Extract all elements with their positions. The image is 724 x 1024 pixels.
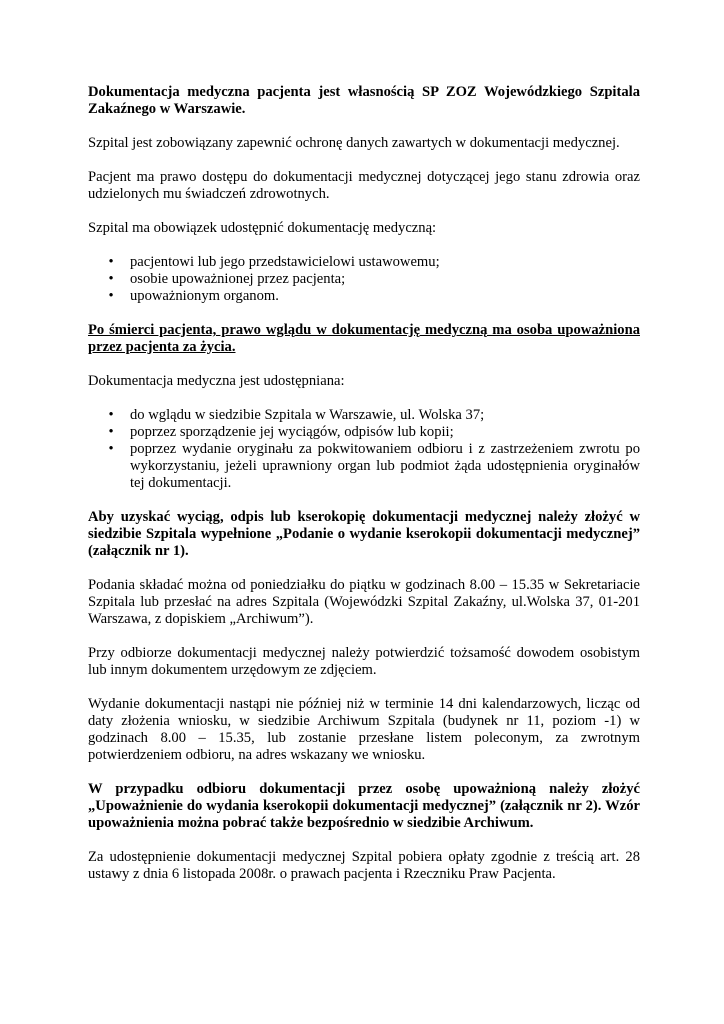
list-item	[88, 271, 640, 288]
paragraph-access: Pacjent ma prawo dostępu do dokumentacji medycznej dotyczącej jego stanu zdrowia oraz udzielonych mu świadczeń zdrowotnych.	[88, 169, 640, 202]
paragraph-after-death: Po śmierci pacjenta, prawo wglądu w dokumentację medyczną ma osoba upoważniona przez pacjenta za życia.	[88, 322, 640, 355]
list-item-text: pacjentowi lub jego przedstawicielowi ustawowemu;	[130, 254, 440, 270]
list-item	[88, 254, 640, 271]
list-item-text: poprzez wydanie oryginału za pokwitowaniem odbioru i z zastrzeżeniem zwrotu po wykorzystaniu, jeżeli uprawniony organ lub podmiot żąda udostępnienia oryginałów tej dokumentacji.	[130, 441, 640, 491]
bullet-icon: •	[108, 441, 114, 457]
bullet-icon: •	[108, 424, 114, 440]
list-item-text: osobie upoważnionej przez pacjenta;	[130, 271, 346, 287]
paragraph-identity: Przy odbiorze dokumentacji medycznej należy potwierdzić tożsamość dowodem osobistym lub innym dokumentem urzędowym ze zdjęciem.	[88, 645, 640, 678]
paragraph-authorized: W przypadku odbioru dokumentacji przez osobę upoważnioną należy złożyć „Upoważnienie do wydania kserokopii dokumentacji medycznej” (załącznik nr 2). Wzór upoważnienia można pobrać także bezpośrednio w siedzibie Archiwum.	[88, 781, 640, 831]
paragraph-obligation: Szpital ma obowiązek udostępnić dokumentację medyczną:	[88, 220, 437, 236]
list-item-text: do wglądu w siedzibie Szpitala w Warszawie, ul. Wolska 37;	[130, 407, 485, 423]
bullet-icon: •	[108, 407, 114, 423]
document-heading: Dokumentacja medyczna pacjenta jest własnością SP ZOZ Wojewódzkiego Szpitala Zakaźnego w Warszawie.	[88, 84, 640, 117]
bullet-icon: •	[108, 271, 114, 287]
paragraph-submission: Podania składać można od poniedziałku do piątku w godzinach 8.00 – 15.35 w Sekretariacie Szpitala lub przesłać na adres Szpitala (Wojewódzki Szpital Zakaźny, ul.Wolska 37, 01-201 Warszawa, z dopiskiem „Archiwum”).	[88, 577, 640, 627]
document-page	[88, 84, 640, 883]
list-item	[88, 407, 640, 424]
list-item	[88, 424, 640, 441]
list-item	[88, 288, 640, 305]
bullet-icon: •	[108, 254, 114, 270]
bullet-icon: •	[108, 288, 114, 304]
paragraph-provided: Dokumentacja medyczna jest udostępniana:	[88, 373, 345, 389]
paragraph-protection: Szpital jest zobowiązany zapewnić ochronę danych zawartych w dokumentacji medycznej.	[88, 135, 620, 151]
list-item-text: upoważnionym organom.	[130, 288, 279, 304]
paragraph-release: Wydanie dokumentacji nastąpi nie później niż w terminie 14 dni kalendarzowych, licząc od daty złożenia wniosku, w siedzibie Archiwum Szpitala (budynek nr 11, poziom -1) w godzinach 8.00 – 15.35, lub zostanie przesłane listem poleconym, za zwrotnym potwierdzeniem odbioru, na adres wskazany we wniosku.	[88, 696, 640, 763]
list-item	[88, 441, 640, 492]
paragraph-request: Aby uzyskać wyciąg, odpis lub kserokopię dokumentacji medycznej należy złożyć w siedzibie Szpitala wypełnione „Podanie o wydanie kserokopii dokumentacji medycznej” (załącznik nr 1).	[88, 509, 640, 559]
methods-list	[88, 407, 640, 492]
list-item-text: poprzez sporządzenie jej wyciągów, odpisów lub kopii;	[130, 424, 454, 440]
recipients-list	[88, 254, 640, 305]
paragraph-fees: Za udostępnienie dokumentacji medycznej Szpital pobiera opłaty zgodnie z treścią art. 28 ustawy z dnia 6 listopada 2008r. o prawach pacjenta i Rzeczniku Praw Pacjenta.	[88, 849, 640, 882]
